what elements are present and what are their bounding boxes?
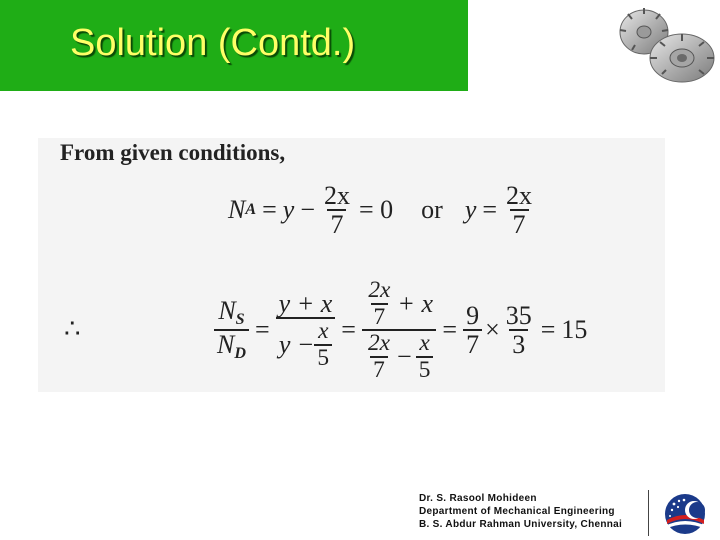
- complex-num: [362, 278, 436, 329]
- eq1-fraction: [321, 182, 353, 239]
- complex-fraction: [362, 278, 436, 382]
- ypx-den-y: y −: [278, 330, 315, 360]
- eq1-equals2: =: [482, 195, 498, 225]
- eq2-equals-a: =: [254, 315, 270, 345]
- result-value: 15: [561, 315, 588, 345]
- nd-sub: D: [234, 344, 246, 362]
- thirtyfive-three-fraction: [503, 302, 535, 359]
- title-bar: [0, 0, 468, 91]
- bot-7: 7: [370, 356, 388, 383]
- bot-2x7: [365, 331, 393, 382]
- eq2-equals-b: =: [341, 315, 356, 345]
- bot-minus: −: [397, 342, 412, 372]
- therefore-symbol: ∴: [64, 314, 81, 343]
- ns-n: N: [218, 296, 236, 326]
- top-2x: 2x: [368, 277, 391, 303]
- university-emblem-icon: [654, 492, 716, 536]
- ns-nd-fraction: [214, 297, 249, 363]
- equation-na: [228, 182, 535, 239]
- eq1-fraction2: [503, 182, 535, 239]
- eq2-equals-d: =: [540, 315, 556, 345]
- ns: [215, 297, 247, 329]
- eq1-y: y: [282, 195, 295, 225]
- seven: 7: [463, 329, 482, 358]
- eq1-equals: =: [262, 195, 277, 225]
- top-7: 7: [371, 303, 389, 330]
- eq1-den: 7: [327, 209, 346, 238]
- nd-n: N: [217, 330, 235, 360]
- department-name: Department of Mechanical Engineering: [419, 506, 615, 517]
- eq1-minus: −: [300, 195, 315, 225]
- intro-text: From given conditions,: [60, 140, 286, 165]
- bot-2x: 2x: [367, 330, 391, 357]
- university-name: B. S. Abdur Rahman University, Chennai: [419, 519, 623, 530]
- ns-sub: S: [235, 311, 245, 329]
- ypx-den: [276, 317, 335, 370]
- nine: 9: [466, 300, 480, 330]
- three: 3: [509, 329, 528, 358]
- equation-ratio: [214, 278, 587, 382]
- author-name: Dr. S. Rasool Mohideen: [419, 493, 537, 504]
- x5-den: 5: [314, 344, 332, 371]
- bot-5: 5: [416, 356, 434, 383]
- slide-title: Solution (Contd.): [70, 22, 356, 64]
- eq1-num2: 2x: [506, 181, 533, 210]
- author-credit: [419, 492, 622, 531]
- times-sign: ×: [485, 315, 500, 345]
- bot-x: x: [419, 330, 430, 357]
- top-2x7: [365, 278, 393, 329]
- ypx-num: y + x: [278, 288, 333, 318]
- x5-fraction: [314, 319, 332, 370]
- eq1-den2: 7: [510, 209, 529, 238]
- eq1-n: N: [228, 195, 246, 225]
- eq1-equals-zero: = 0: [358, 195, 394, 225]
- eq1-y2: y: [464, 195, 477, 225]
- complex-den: [362, 329, 436, 382]
- eq1-sub-a: A: [245, 201, 257, 219]
- x5-num: x: [318, 318, 329, 345]
- eq2-equals-c: =: [442, 315, 458, 345]
- math-image-panel: [38, 138, 665, 392]
- nine-seven-fraction: [463, 302, 482, 359]
- bot-x5: [416, 331, 434, 382]
- bevel-gears-icon: [612, 2, 720, 92]
- ypx-fraction: [276, 290, 336, 370]
- nd: [214, 329, 249, 363]
- eq1-or: or: [421, 195, 443, 225]
- eq1-num: 2x: [323, 181, 350, 210]
- thirtyfive: 35: [505, 300, 532, 330]
- footer-divider: [648, 490, 649, 536]
- top-plus-x: + x: [397, 288, 434, 318]
